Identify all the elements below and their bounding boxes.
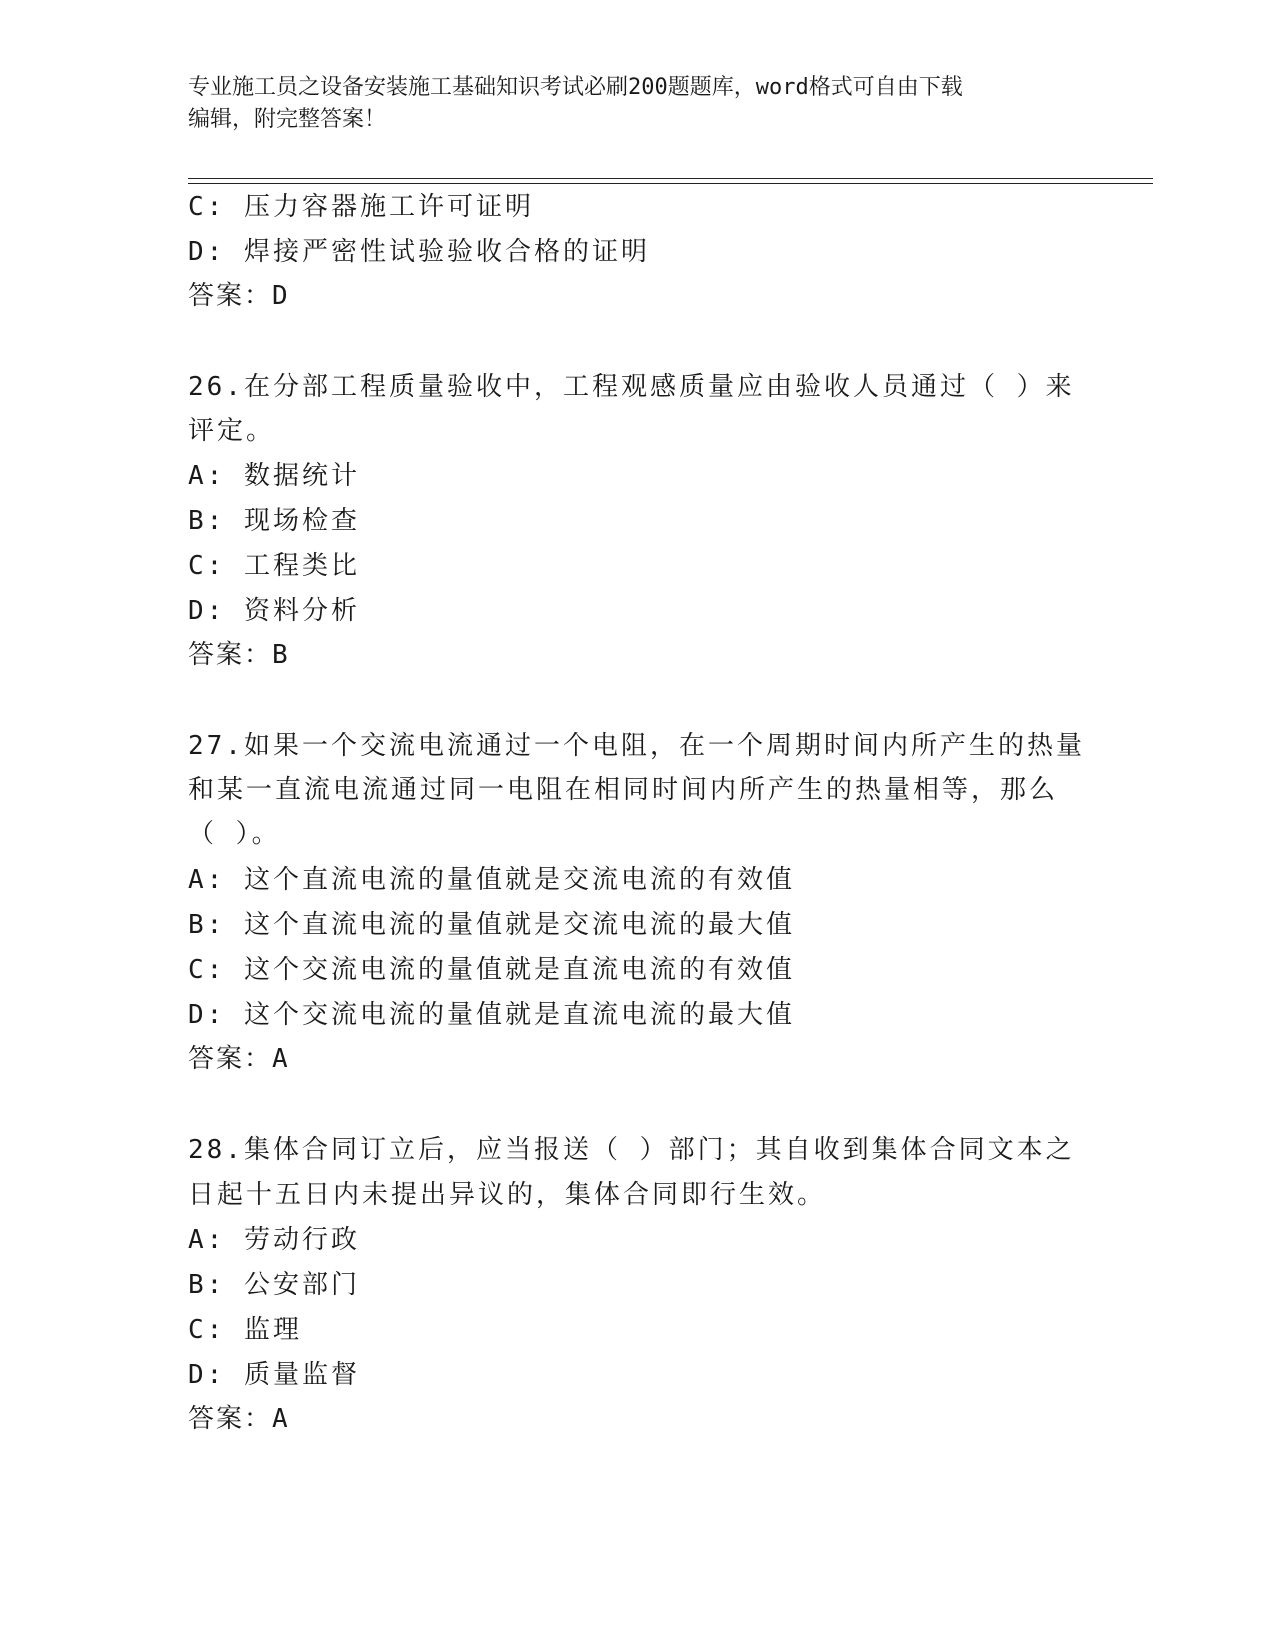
option-b: B: 现场检查 xyxy=(188,506,360,536)
header-line-1: 专业施工员之设备安装施工基础知识考试必刷200题题库，word格式可自由下载 xyxy=(188,75,963,100)
option-c: C: 监理 xyxy=(188,1315,302,1345)
option-d: D: 质量监督 xyxy=(188,1360,360,1390)
header-rule-top xyxy=(188,178,1153,179)
answer: 答案：A xyxy=(188,1044,290,1074)
question-27-line-2: 和某一直流电流通过同一电阻在相同时间内所产生的热量相等，那么 xyxy=(188,775,1059,805)
option-c: C: 压力容器施工许可证明 xyxy=(188,192,534,222)
option-a: A: 劳动行政 xyxy=(188,1225,360,1255)
option-d: D: 这个交流电流的量值就是直流电流的最大值 xyxy=(188,1000,795,1030)
question-28-line-1: 28.集体合同订立后，应当报送（ ）部门；其自收到集体合同文本之 xyxy=(188,1135,1075,1165)
option-b: B: 这个直流电流的量值就是交流电流的最大值 xyxy=(188,910,795,940)
option-c: C: 工程类比 xyxy=(188,551,360,581)
question-26-line-1: 26.在分部工程质量验收中，工程观感质量应由验收人员通过（ ）来 xyxy=(188,372,1075,402)
header-line-2: 编辑，附完整答案！ xyxy=(188,107,387,132)
option-b: B: 公安部门 xyxy=(188,1270,360,1300)
question-27-line-1: 27.如果一个交流电流通过一个电阻，在一个周期时间内所产生的热量 xyxy=(188,731,1085,761)
question-28-line-2: 日起十五日内未提出异议的，集体合同即行生效。 xyxy=(188,1180,827,1210)
document-header xyxy=(188,72,1068,136)
question-27-line-3: （ ）。 xyxy=(188,819,281,849)
option-a: A: 数据统计 xyxy=(188,461,360,491)
question-26-line-2: 评定。 xyxy=(188,416,276,446)
answer: 答案：D xyxy=(188,281,290,311)
option-c: C: 这个交流电流的量值就是直流电流的有效值 xyxy=(188,955,795,985)
option-d: D: 资料分析 xyxy=(188,596,360,626)
header-rule-bottom xyxy=(188,183,1153,184)
answer: 答案：B xyxy=(188,640,290,670)
option-d: D: 焊接严密性试验验收合格的证明 xyxy=(188,237,650,267)
option-a: A: 这个直流电流的量值就是交流电流的有效值 xyxy=(188,865,795,895)
answer: 答案：A xyxy=(188,1404,290,1434)
